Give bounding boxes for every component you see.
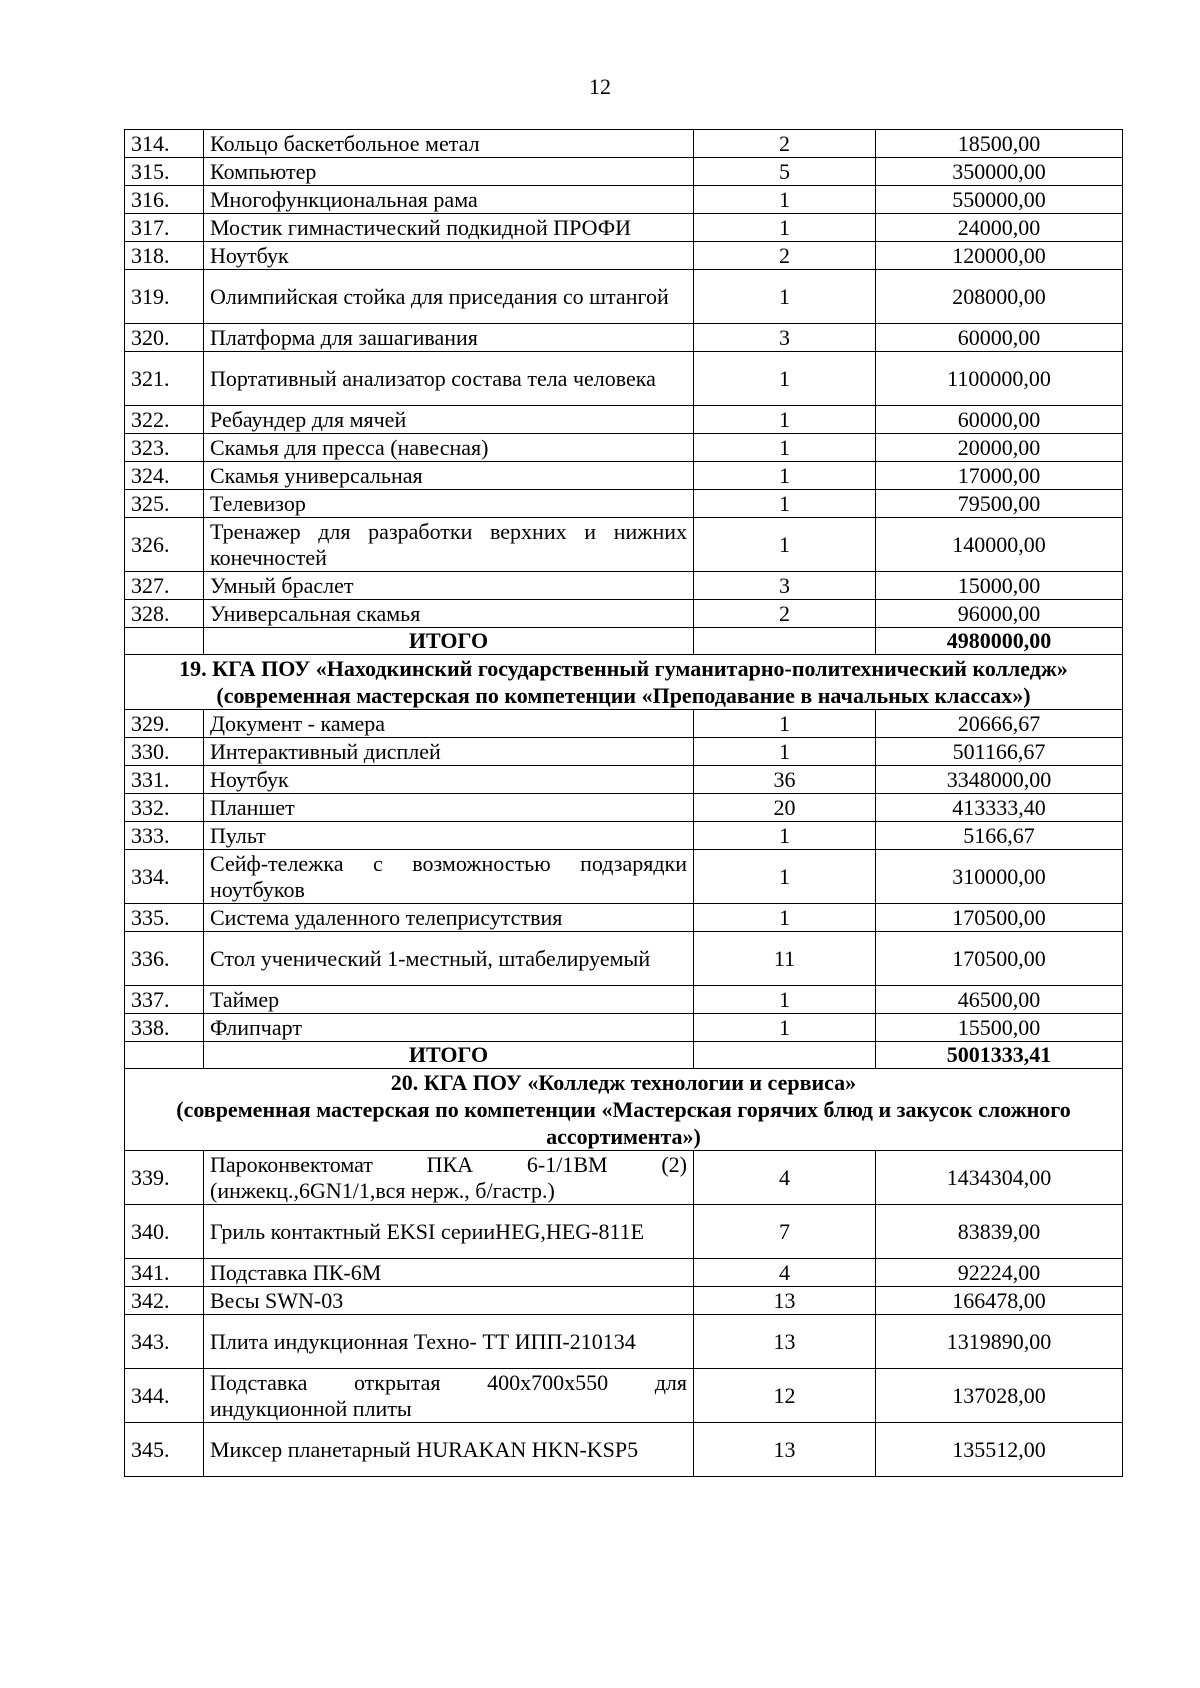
total-label: ИТОГО: [204, 1042, 694, 1069]
table-row: [125, 1014, 1123, 1042]
row-number: 319.: [125, 270, 204, 324]
item-quantity: 5: [694, 158, 876, 186]
section-subtitle: (современная мастерская по компетенции «Мастерская горячих блюд и закусок сложного ассортимента»): [176, 1097, 1071, 1149]
item-quantity: 1: [694, 1014, 876, 1042]
row-number: 330.: [125, 738, 204, 766]
item-amount: 170500,00: [876, 904, 1123, 932]
item-name: Документ - камера: [204, 710, 694, 738]
item-amount: 15500,00: [876, 1014, 1123, 1042]
row-number: 318.: [125, 242, 204, 270]
item-quantity: 1: [694, 434, 876, 462]
section-header-row: [125, 1069, 1123, 1151]
row-number: 317.: [125, 214, 204, 242]
row-number: 315.: [125, 158, 204, 186]
table-row: [125, 1369, 1123, 1423]
row-number: 340.: [125, 1205, 204, 1259]
item-amount: 140000,00: [876, 518, 1123, 572]
item-name: Умный браслет: [204, 572, 694, 600]
item-name: Скамья для пресса (навесная): [204, 434, 694, 462]
item-name: Многофункциональная рама: [204, 186, 694, 214]
item-amount: 18500,00: [876, 130, 1123, 158]
item-quantity: 12: [694, 1369, 876, 1423]
total-empty-cell: [125, 1042, 204, 1069]
table-row: [125, 406, 1123, 434]
item-quantity: 1: [694, 518, 876, 572]
item-name: Подставка открытая 400х700х550 для индукционной плиты: [204, 1369, 694, 1423]
page-number: 12: [589, 74, 611, 99]
item-amount: 60000,00: [876, 406, 1123, 434]
equipment-table: [124, 129, 1123, 1477]
section-header: [125, 1069, 1123, 1151]
item-name: Универсальная скамья: [204, 600, 694, 628]
item-quantity: 1: [694, 462, 876, 490]
table-row: [125, 1205, 1123, 1259]
item-name: Портативный анализатор состава тела человека: [204, 352, 694, 406]
table-row: [125, 462, 1123, 490]
table-row: [125, 766, 1123, 794]
row-number: 314.: [125, 130, 204, 158]
item-name: Пароконвектомат ПКА 6-1/1ВМ (2) (инжекц.,6GN1/1,вся нерж., б/гастр.): [204, 1151, 694, 1205]
table-row: [125, 518, 1123, 572]
item-amount: 120000,00: [876, 242, 1123, 270]
row-number: 341.: [125, 1259, 204, 1287]
row-number: 328.: [125, 600, 204, 628]
item-quantity: 1: [694, 710, 876, 738]
item-amount: 413333,40: [876, 794, 1123, 822]
row-number: 333.: [125, 822, 204, 850]
total-empty-cell: [694, 1042, 876, 1069]
item-quantity: 1: [694, 352, 876, 406]
section-header: [125, 655, 1123, 710]
table-row: [125, 1315, 1123, 1369]
item-name: Сейф-тележка с возможностью подзарядки ноутбуков: [204, 850, 694, 904]
item-quantity: 1: [694, 738, 876, 766]
row-number: 327.: [125, 572, 204, 600]
item-name: Кольцо баскетбольное метал: [204, 130, 694, 158]
item-name: Подставка ПК-6М: [204, 1259, 694, 1287]
item-name: Гриль контактный EKSI серииHEG,HEG-811E: [204, 1205, 694, 1259]
item-amount: 79500,00: [876, 490, 1123, 518]
item-quantity: 1: [694, 822, 876, 850]
item-quantity: 13: [694, 1315, 876, 1369]
item-amount: 166478,00: [876, 1287, 1123, 1315]
item-quantity: 2: [694, 600, 876, 628]
item-name: Плита индукционная Техно- ТТ ИПП-210134: [204, 1315, 694, 1369]
item-amount: 208000,00: [876, 270, 1123, 324]
row-number: 338.: [125, 1014, 204, 1042]
table-row: [125, 738, 1123, 766]
row-number: 320.: [125, 324, 204, 352]
table-row: [125, 352, 1123, 406]
item-name: Стол ученический 1-местный, штабелируемый: [204, 932, 694, 986]
row-number: 343.: [125, 1315, 204, 1369]
item-quantity: 7: [694, 1205, 876, 1259]
item-name: Планшет: [204, 794, 694, 822]
total-empty-cell: [694, 628, 876, 655]
item-quantity: 1: [694, 490, 876, 518]
item-quantity: 3: [694, 324, 876, 352]
table-row: [125, 572, 1123, 600]
item-amount: 96000,00: [876, 600, 1123, 628]
total-row: [125, 628, 1123, 655]
table-row: [125, 600, 1123, 628]
item-amount: 501166,67: [876, 738, 1123, 766]
table-row: [125, 850, 1123, 904]
table-row: [125, 904, 1123, 932]
section-title: 19. КГА ПОУ «Находкинский государственный гуманитарно-политехнический колледж»: [179, 656, 1068, 681]
row-number: 342.: [125, 1287, 204, 1315]
total-empty-cell: [125, 628, 204, 655]
section-subtitle: (современная мастерская по компетенции «Преподавание в начальных классах»): [216, 683, 1031, 708]
item-name: Ребаундер для мячей: [204, 406, 694, 434]
row-number: 332.: [125, 794, 204, 822]
total-amount: 5001333,41: [876, 1042, 1123, 1069]
item-amount: 5166,67: [876, 822, 1123, 850]
total-row: [125, 1042, 1123, 1069]
table-row: [125, 1259, 1123, 1287]
row-number: 339.: [125, 1151, 204, 1205]
item-quantity: 11: [694, 932, 876, 986]
item-amount: 1100000,00: [876, 352, 1123, 406]
equipment-table-body: [125, 130, 1123, 1477]
table-row: [125, 186, 1123, 214]
section-header-row: [125, 655, 1123, 710]
row-number: 345.: [125, 1423, 204, 1477]
item-name: Система удаленного телеприсутствия: [204, 904, 694, 932]
table-row: [125, 158, 1123, 186]
row-number: 337.: [125, 986, 204, 1014]
item-quantity: 13: [694, 1287, 876, 1315]
table-row: [125, 822, 1123, 850]
row-number: 336.: [125, 932, 204, 986]
item-amount: 20000,00: [876, 434, 1123, 462]
item-amount: 46500,00: [876, 986, 1123, 1014]
table-row: [125, 1423, 1123, 1477]
item-name: Миксер планетарный HURAKAN HKN-KSP5: [204, 1423, 694, 1477]
item-quantity: 1: [694, 270, 876, 324]
row-number: 321.: [125, 352, 204, 406]
item-quantity: 1: [694, 986, 876, 1014]
item-name: Флипчарт: [204, 1014, 694, 1042]
table-row: [125, 1151, 1123, 1205]
item-quantity: 4: [694, 1259, 876, 1287]
item-amount: 83839,00: [876, 1205, 1123, 1259]
item-amount: 135512,00: [876, 1423, 1123, 1477]
item-amount: 137028,00: [876, 1369, 1123, 1423]
item-quantity: 1: [694, 904, 876, 932]
item-amount: 17000,00: [876, 462, 1123, 490]
row-number: 324.: [125, 462, 204, 490]
table-row: [125, 434, 1123, 462]
item-amount: 92224,00: [876, 1259, 1123, 1287]
table-row: [125, 270, 1123, 324]
item-name: Компьютер: [204, 158, 694, 186]
row-number: 326.: [125, 518, 204, 572]
item-name: Таймер: [204, 986, 694, 1014]
item-quantity: 1: [694, 850, 876, 904]
item-quantity: 2: [694, 130, 876, 158]
item-name: Олимпийская стойка для приседания со штангой: [204, 270, 694, 324]
item-amount: 310000,00: [876, 850, 1123, 904]
item-name: Тренажер для разработки верхних и нижних конечностей: [204, 518, 694, 572]
item-name: Ноутбук: [204, 766, 694, 794]
total-label: ИТОГО: [204, 628, 694, 655]
row-number: 322.: [125, 406, 204, 434]
item-amount: 170500,00: [876, 932, 1123, 986]
table-row: [125, 794, 1123, 822]
item-quantity: 36: [694, 766, 876, 794]
item-quantity: 3: [694, 572, 876, 600]
item-name: Платформа для зашагивания: [204, 324, 694, 352]
row-number: 329.: [125, 710, 204, 738]
table-row: [125, 986, 1123, 1014]
table-row: [125, 490, 1123, 518]
row-number: 316.: [125, 186, 204, 214]
item-quantity: 13: [694, 1423, 876, 1477]
item-quantity: 20: [694, 794, 876, 822]
row-number: 323.: [125, 434, 204, 462]
item-name: Интерактивный дисплей: [204, 738, 694, 766]
row-number: 335.: [125, 904, 204, 932]
table-row: [125, 1287, 1123, 1315]
row-number: 325.: [125, 490, 204, 518]
row-number: 331.: [125, 766, 204, 794]
table-row: [125, 324, 1123, 352]
item-amount: 550000,00: [876, 186, 1123, 214]
item-name: Скамья универсальная: [204, 462, 694, 490]
table-row: [125, 710, 1123, 738]
item-amount: 24000,00: [876, 214, 1123, 242]
table-row: [125, 214, 1123, 242]
item-quantity: 1: [694, 186, 876, 214]
item-quantity: 2: [694, 242, 876, 270]
row-number: 344.: [125, 1369, 204, 1423]
item-amount: 1434304,00: [876, 1151, 1123, 1205]
item-quantity: 1: [694, 406, 876, 434]
item-quantity: 1: [694, 214, 876, 242]
item-name: Весы SWN-03: [204, 1287, 694, 1315]
item-amount: 15000,00: [876, 572, 1123, 600]
item-amount: 350000,00: [876, 158, 1123, 186]
item-quantity: 4: [694, 1151, 876, 1205]
item-name: Телевизор: [204, 490, 694, 518]
item-name: Пульт: [204, 822, 694, 850]
item-amount: 1319890,00: [876, 1315, 1123, 1369]
item-amount: 60000,00: [876, 324, 1123, 352]
item-name: Ноутбук: [204, 242, 694, 270]
section-title: 20. КГА ПОУ «Колледж технологии и сервиса»: [390, 1070, 857, 1095]
total-amount: 4980000,00: [876, 628, 1123, 655]
table-row: [125, 130, 1123, 158]
table-row: [125, 932, 1123, 986]
table-row: [125, 242, 1123, 270]
item-amount: 3348000,00: [876, 766, 1123, 794]
row-number: 334.: [125, 850, 204, 904]
item-amount: 20666,67: [876, 710, 1123, 738]
item-name: Мостик гимнастический подкидной ПРОФИ: [204, 214, 694, 242]
